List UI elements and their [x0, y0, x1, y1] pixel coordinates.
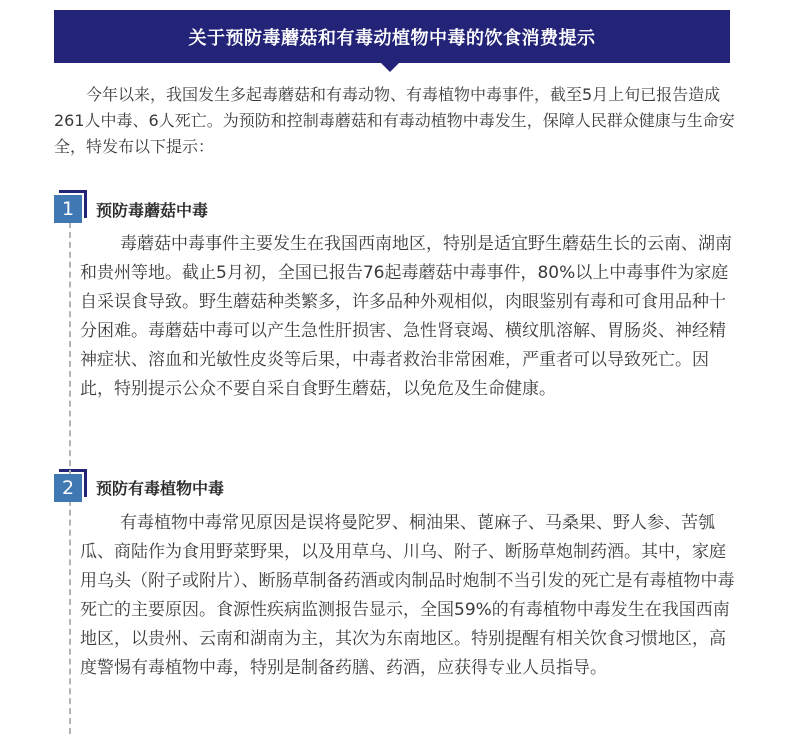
section-1-title: 预防毒蘑菇中毒 [96, 201, 209, 220]
section-2-number-badge: 2 [54, 474, 82, 502]
section-1-body: 毒蘑菇中毒事件主要发生在我国西南地区，特别是适宜野生蘑菇生长的云南、湖南和贵州等地。截止5月初，全国已报告76起毒蘑菇中毒事件，80%以上中毒事件为家庭自采误食导致。野生蘑菇种类繁多，许多品种外观相似，肉眼鉴别有毒和可食用品种十分困难。毒蘑菇中毒可以产生急性肝损害、急性肾衰竭、横纹肌溶解、胃肠炎、神经精神症状、溶血和光敏性皮炎等后果，中毒者救治非常困难，严重者可以导致死亡。因此，特别提示公众不要自采自食野生蘑菇，以免危及生命健康。 [80, 234, 732, 399]
intro-paragraph: 今年以来，我国发生多起毒蘑菇和有毒动物、有毒植物中毒事件，截至5月上旬已报告造成261人中毒、6人死亡。为预防和控制毒蘑菇和有毒动植物中毒发生，保障人民群众健康与生命安全，特发布以下提示： [54, 85, 735, 156]
section-2-body: 有毒植物中毒常见原因是误将曼陀罗、桐油果、蓖麻子、马桑果、野人参、苦瓠瓜、商陆作为食用野菜野果，以及用草乌、川乌、附子、断肠草炮制药酒。其中，家庭用乌头（附子或附片）、断肠草制备药酒或肉制品时炮制不当引发的死亡是有毒植物中毒死亡的主要原因。食源性疾病监测报告显示，全国59%的有毒植物中毒发生在我国西南地区，以贵州、云南和湖南为主，其次为东南地区。特别提醒有相关饮食习惯地区，高度警惕有毒植物中毒，特别是制备药膳、药酒，应获得专业人员指导。 [80, 513, 735, 678]
section-1-number-badge: 1 [54, 195, 82, 223]
banner-pointer [381, 63, 399, 72]
page-title: 关于预防毒蘑菇和有毒动植物中毒的饮食消费提示 [188, 27, 596, 49]
page-title-banner [54, 10, 730, 63]
section-2-title: 预防有毒植物中毒 [96, 479, 225, 498]
